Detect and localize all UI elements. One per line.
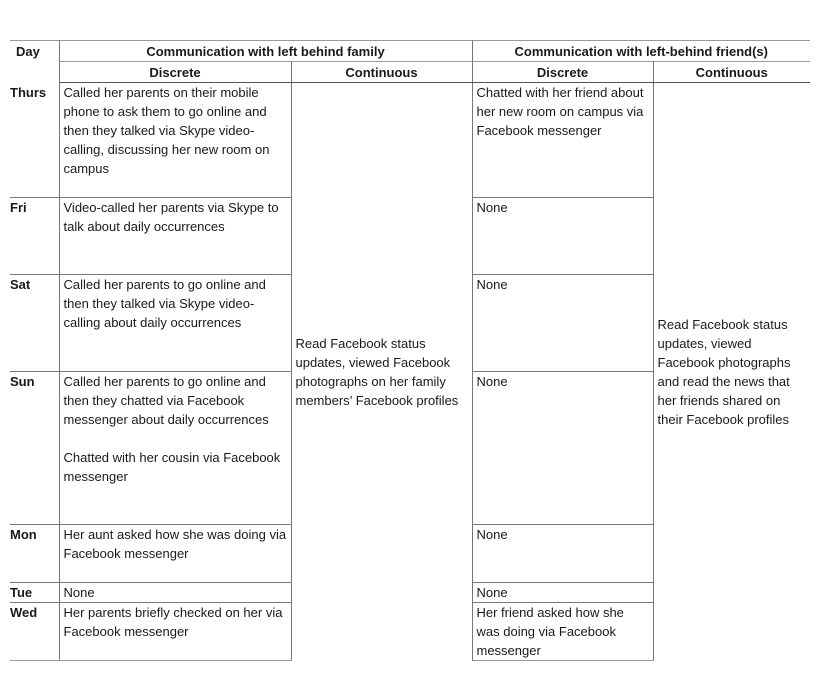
family-discrete-cell: Called her parents on their mobile phone to ask them to go online and then they talked via Skype video-calling, discussing her new room on campus [59, 83, 291, 198]
paragraph-gap [64, 429, 287, 448]
friends-continuous-cell: Read Facebook status updates, viewed Facebook photographs and read the news that her friends shared on their Facebook profiles [657, 316, 791, 427]
friends-discrete-cell: None [472, 372, 653, 525]
family-discrete-cell: Called her parents to go online and then they talked via Skype video-calling about daily occurrences [59, 275, 291, 372]
friends-discrete-cell: None [472, 525, 653, 583]
family-discrete-cell: Her parents briefly checked on her via Facebook messenger [59, 603, 291, 661]
day-cell: Tue [10, 583, 59, 603]
family-discrete-cell: Video-called her parents via Skype to talk about daily occurrences [59, 198, 291, 275]
friends-discrete-cell: None [472, 198, 653, 275]
family-continuous-cell: Read Facebook status updates, viewed Facebook photographs on her family members’ Facebook profiles [291, 83, 472, 661]
header-family-continuous: Continuous [291, 62, 472, 83]
family-discrete-cell: Her aunt asked how she was doing via Facebook messenger [59, 525, 291, 583]
header-family-discrete: Discrete [59, 62, 291, 83]
header-friends-group: Communication with left-behind friend(s) [472, 41, 810, 62]
friends-discrete-cell: Her friend asked how she was doing via Facebook messenger [472, 603, 653, 661]
family-discrete-extra-text: Chatted with her cousin via Facebook messenger [63, 450, 281, 484]
day-cell: Sun [10, 372, 59, 525]
family-discrete-cell [59, 372, 291, 525]
table-row [10, 83, 810, 198]
header-family-group: Communication with left behind family [59, 41, 472, 62]
day-cell: Fri [10, 198, 59, 275]
family-discrete-cell: None [59, 583, 291, 603]
friends-discrete-cell: None [472, 583, 653, 603]
header-row-groups [10, 41, 810, 62]
communication-table [10, 40, 810, 661]
header-row-subgroups [10, 62, 810, 83]
day-cell: Mon [10, 525, 59, 583]
header-day: Day [10, 41, 59, 83]
header-friends-continuous: Continuous [653, 62, 810, 83]
friends-discrete-cell: Chatted with her friend about her new room on campus via Facebook messenger [472, 83, 653, 198]
header-friends-discrete: Discrete [472, 62, 653, 83]
day-cell: Wed [10, 603, 59, 661]
day-cell: Sat [10, 275, 59, 372]
friends-discrete-cell: None [472, 275, 653, 372]
day-cell: Thurs [10, 83, 59, 198]
family-discrete-text: Called her parents to go online and then they chatted via Facebook messenger about daily occurrences [63, 374, 269, 427]
